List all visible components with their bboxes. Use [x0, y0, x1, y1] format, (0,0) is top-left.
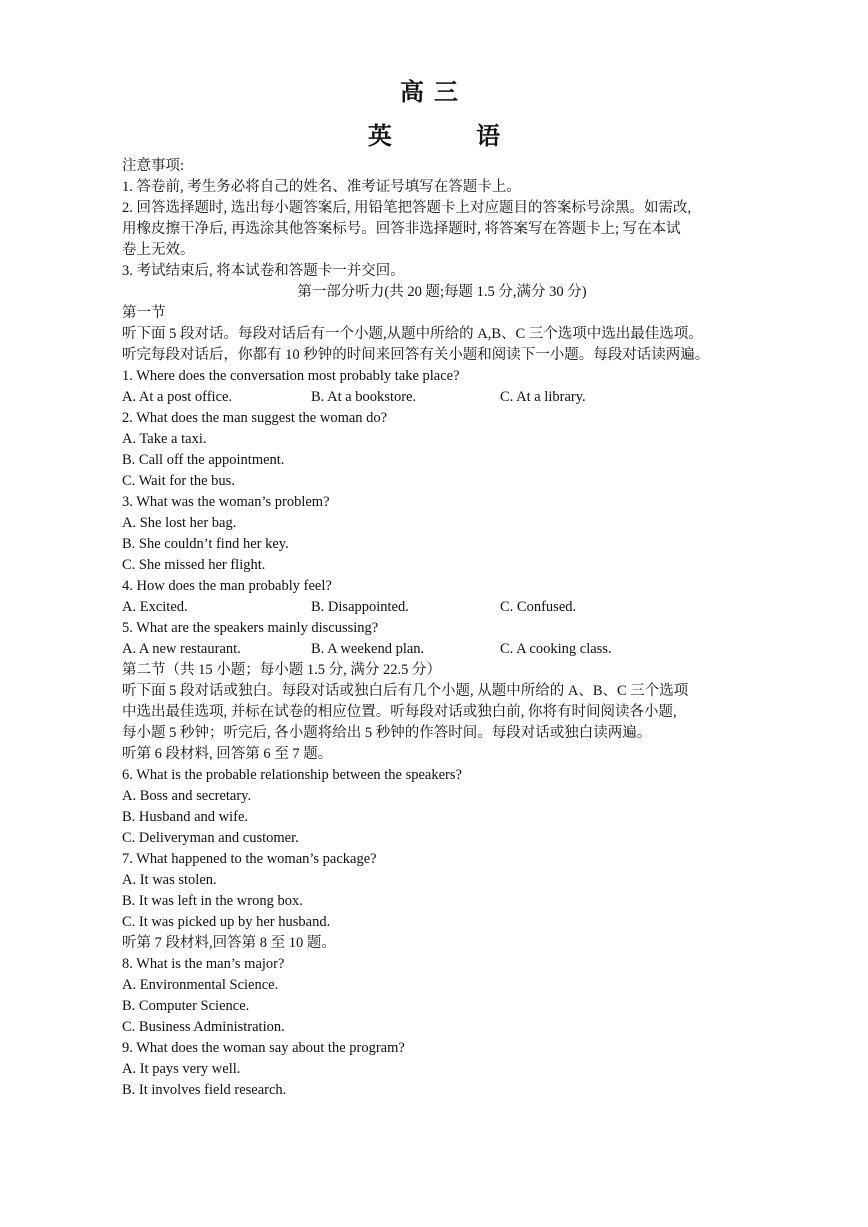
section1-instructions-line-1: 听下面 5 段对话。每段对话后有一个小题,从题中所给的 A,B、C 三个选项中选出最佳选项。: [122, 326, 703, 342]
question-4-options: [122, 597, 762, 618]
option-c: C. It was picked up by her husband.: [122, 914, 331, 930]
question-4-stem: 4. How does the man probably feel?: [122, 578, 332, 594]
subject-title: 英 语: [367, 121, 539, 150]
question-1-stem: 1. Where does the conversation most probably take place?: [122, 368, 460, 384]
option-a: A. Excited.: [122, 599, 188, 615]
option-c: C. A cooking class.: [500, 641, 612, 657]
option-a: A. Environmental Science.: [122, 977, 279, 993]
note-item-2-line-1: 2. 回答选择题时, 选出每小题答案后, 用铅笔把答题卡上对应题目的答案标号涂黑。如需改,: [122, 200, 692, 216]
option-c: C. Wait for the bus.: [122, 473, 235, 489]
note-item-2-line-2: 用橡皮擦干净后, 再选涂其他答案标号。回答非选择题时, 将答案写在答题卡上; 写在本试: [122, 221, 681, 237]
option-b: B. Call off the appointment.: [122, 452, 285, 468]
option-c: C. Confused.: [500, 599, 577, 615]
question-3-stem: 3. What was the woman’s problem?: [122, 494, 330, 510]
question-5-stem: 5. What are the speakers mainly discussing?: [122, 620, 379, 636]
option-b: B. It was left in the wrong box.: [122, 893, 303, 909]
material-6-heading: 听第 6 段材料, 回答第 6 至 7 题。: [122, 746, 333, 762]
option-b: B. Computer Science.: [122, 998, 250, 1014]
section1-heading: 第一节: [122, 305, 166, 321]
question-6-stem: 6. What is the probable relationship between the speakers?: [122, 767, 462, 783]
option-c: C. Deliveryman and customer.: [122, 830, 299, 846]
section1-instructions-line-2: 听完每段对话后，你都有 10 秒钟的时间来回答有关小题和阅读下一小题。每段对话读两遍。: [122, 347, 710, 363]
option-b: B. She couldn’t find her key.: [122, 536, 289, 552]
question-1-options: [122, 387, 762, 408]
exam-content: [122, 156, 762, 1101]
part1-title: 第一部分听力(共 20 题;每题 1.5 分,满分 30 分): [297, 284, 587, 300]
option-b: B. At a bookstore.: [311, 389, 417, 405]
note-item-3: 3. 考试结束后, 将本试卷和答题卡一并交回。: [122, 263, 405, 279]
question-2-stem: 2. What does the man suggest the woman do?: [122, 410, 388, 426]
option-b: B. It involves field research.: [122, 1082, 287, 1098]
notes-heading: 注意事项:: [122, 158, 185, 174]
option-c: C. Business Administration.: [122, 1019, 285, 1035]
option-a: A. It pays very well.: [122, 1061, 241, 1077]
question-9-stem: 9. What does the woman say about the program?: [122, 1040, 405, 1056]
section2-instructions-line-1: 听下面 5 段对话或独白。每段对话或独白后有几个小题, 从题中所给的 A、B、C 三个选项: [122, 683, 689, 699]
option-b: B. Disappointed.: [311, 599, 409, 615]
option-a: A. Boss and secretary.: [122, 788, 252, 804]
note-item-2-line-3: 卷上无效。: [122, 242, 195, 258]
option-c: C. At a library.: [500, 389, 586, 405]
option-c: C. She missed her flight.: [122, 557, 266, 573]
section2-instructions-line-2: 中选出最佳选项, 并标在试卷的相应位置。听每段对话或独白前, 你将有时间阅读各小题,: [122, 704, 677, 720]
section2-heading: 第二节（共 15 小题；每小题 1.5 分, 满分 22.5 分）: [122, 662, 441, 678]
note-item-1: 1. 答卷前, 考生务必将自己的姓名、准考证号填写在答题卡上。: [122, 179, 521, 195]
material-7-heading: 听第 7 段材料,回答第 8 至 10 题。: [122, 935, 336, 951]
option-b: B. A weekend plan.: [311, 641, 425, 657]
question-7-stem: 7. What happened to the woman’s package?: [122, 851, 377, 867]
option-a: A. Take a taxi.: [122, 431, 207, 447]
option-a: A. She lost her bag.: [122, 515, 237, 531]
option-b: B. Husband and wife.: [122, 809, 249, 825]
question-5-options: [122, 639, 762, 660]
option-a: A. It was stolen.: [122, 872, 217, 888]
section2-instructions-line-3: 每小题 5 秒钟；听完后, 各小题将给出 5 秒钟的作答时间。每段对话或独白读两遍。: [122, 725, 652, 741]
grade-title: 高三: [400, 77, 468, 106]
option-a: A. A new restaurant.: [122, 641, 241, 657]
option-a: A. At a post office.: [122, 389, 233, 405]
question-8-stem: 8. What is the man’s major?: [122, 956, 285, 972]
